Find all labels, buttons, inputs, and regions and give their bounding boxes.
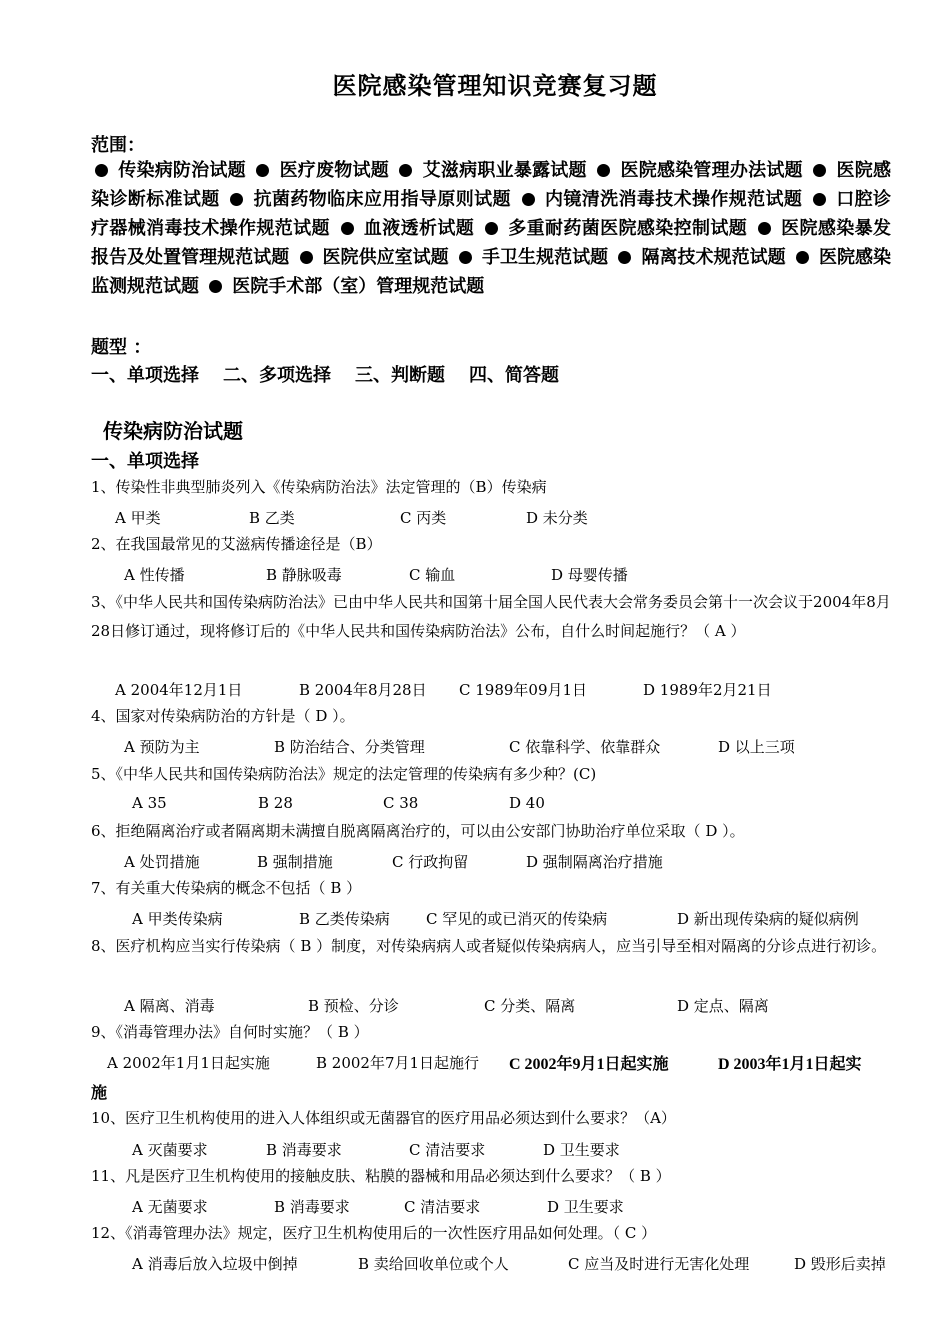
scope-item: 手卫生规范试题	[455, 247, 608, 268]
scope-item: 血液透析试题	[337, 218, 475, 239]
scope-list	[91, 156, 891, 301]
option: B 静脉吸毒	[266, 566, 342, 584]
bullet-icon	[485, 222, 498, 235]
bullet-icon	[796, 251, 809, 264]
option: C 2002年9月1日起实施	[509, 1056, 669, 1073]
option: A 灭菌要求	[132, 1141, 208, 1159]
option: B 卖给回收单位或个人	[358, 1255, 509, 1273]
option: D 2003年1月1日起实	[718, 1056, 862, 1073]
document-title: 医院感染管理知识竞赛复习题	[332, 71, 658, 100]
option: A 性传播	[124, 566, 185, 584]
option: C 清洁要求	[409, 1141, 486, 1159]
option: B 消毒要求	[274, 1198, 350, 1216]
scope-item: 医院感染监测规范试题	[91, 247, 892, 297]
option: D 定点、隔离	[677, 997, 769, 1015]
scope-item: 艾滋病职业暴露试题	[395, 160, 586, 181]
question-text: 2、在我国最常见的艾滋病传播途径是（B）	[91, 535, 382, 553]
bullet-icon	[813, 193, 826, 206]
option: B 防治结合、分类管理	[274, 738, 425, 756]
bullet-icon	[230, 193, 243, 206]
bullet-icon	[597, 164, 610, 177]
bullet-icon	[758, 222, 771, 235]
option: B 乙类传染病	[299, 910, 390, 928]
option: B 强制措施	[257, 853, 333, 871]
scope-item: 内镜清洗消毒技术操作规范试题	[518, 189, 803, 210]
question-text: 6、拒绝隔离治疗或者隔离期未满擅自脱离隔离治疗的，可以由公安部门协助治疗单位采取（ D ）。	[91, 822, 745, 840]
bullet-icon	[209, 280, 222, 293]
option: A 35	[132, 794, 167, 812]
question-types-label: 题型 ：	[91, 337, 152, 358]
question-text: 8、医疗机构应当实行传染病（ B ）制度，对传染病病人或者疑似传染病病人，应当引导至相对隔离的分诊点进行初诊。	[91, 937, 887, 955]
bullet-icon	[399, 164, 412, 177]
option: D 毁形后卖掉	[794, 1255, 886, 1273]
scope-item: 医院手术部（室）管理规范试题	[205, 276, 484, 297]
section-subtitle: 一、单项选择	[91, 451, 199, 472]
option: D 卫生要求	[543, 1141, 620, 1159]
scope-item: 医院感染管理办法试题	[593, 160, 803, 181]
option: C 依靠科学、依靠群众	[509, 738, 661, 756]
scope-item: 医疗废物试题	[252, 160, 389, 181]
scope-item: 医院感染诊断标准试题	[91, 160, 891, 210]
scope-label: 范围：	[91, 135, 145, 156]
bullet-icon	[618, 251, 631, 264]
question-text: 5、《中华人民共和国传染病防治法》规定的法定管理的传染病有多少种？(C)	[91, 765, 597, 783]
question-types-list	[91, 361, 583, 387]
option: A 无菌要求	[132, 1198, 208, 1216]
question-text: 1、传染性非典型肺炎列入《传染病防治法》法定管理的（B）传染病	[91, 478, 547, 496]
question-text: 11、凡是医疗卫生机构使用的接触皮肤、粘膜的器械和用品必须达到什么要求？（ B ）	[91, 1167, 671, 1185]
option: B 乙类	[249, 509, 295, 527]
scope-item: 隔离技术规范试题	[614, 247, 785, 268]
scope-item: 口腔诊疗器械消毒技术操作规范试题	[91, 189, 892, 239]
option: A 甲类	[115, 509, 161, 527]
question-text: 12、《消毒管理办法》规定，医疗卫生机构使用后的一次性医疗用品如何处理。（ C ）	[91, 1224, 657, 1242]
option-continuation: 施	[91, 1085, 108, 1102]
option: D 强制隔离治疗措施	[526, 853, 663, 871]
option: C 38	[383, 794, 419, 812]
bullet-icon	[813, 164, 826, 177]
option: C 输血	[409, 566, 456, 584]
option: D 未分类	[526, 509, 588, 527]
option: A 隔离、消毒	[124, 997, 215, 1015]
bullet-icon	[95, 164, 108, 177]
bullet-icon	[256, 164, 269, 177]
option: B 28	[258, 794, 293, 812]
question-text: 10、医疗卫生机构使用的进入人体组织或无菌器官的医疗用品必须达到什么要求？（A）	[91, 1109, 676, 1127]
scope-item: 医院供应室试题	[296, 247, 449, 268]
option: B 预检、分诊	[308, 997, 399, 1015]
question-type: 三、判断题	[355, 365, 445, 386]
option: C 1989年09月1日	[459, 681, 588, 699]
option: B 2002年7月1日起施行	[316, 1054, 480, 1072]
bullet-icon	[459, 251, 472, 264]
option: D 40	[509, 794, 545, 812]
option: B 消毒要求	[266, 1141, 342, 1159]
option: A 2004年12月1日	[115, 681, 243, 699]
question-text: 7、有关重大传染病的概念不包括（ B ）	[91, 879, 362, 897]
bullet-icon	[300, 251, 313, 264]
option: C 清洁要求	[404, 1198, 481, 1216]
option: D 新出现传染病的疑似病例	[677, 910, 859, 928]
scope-item: 医院感染暴发报告及处置管理规范试题	[91, 218, 892, 268]
question-type: 四、简答题	[469, 365, 559, 386]
option: D 母婴传播	[551, 566, 628, 584]
scope-item: 多重耐药菌医院感染控制试题	[481, 218, 747, 239]
question-text: 3、《中华人民共和国传染病防治法》已由中华人民共和国第十届全国人民代表大会常务委员会第十一次会议于2004年8月28日修订通过，现将修订后的《中华人民共和国传染病防治法》公布，自什么时间起施行？（ A ）	[91, 593, 891, 640]
option: A 预防为主	[124, 738, 200, 756]
option: B 2004年8月28日	[299, 681, 427, 699]
question-text: 4、国家对传染病防治的方针是（ D ）。	[91, 707, 355, 725]
question-text: 9、《消毒管理办法》自何时实施？（ B ）	[91, 1023, 369, 1041]
option: D 卫生要求	[547, 1198, 624, 1216]
option: D 1989年2月21日	[643, 681, 772, 699]
option: C 分类、隔离	[484, 997, 576, 1015]
question-type: 二、多项选择	[223, 365, 331, 386]
option: A 2002年1月1日起实施	[107, 1054, 270, 1072]
option: A 处罚措施	[124, 853, 200, 871]
scope-item: 抗菌药物临床应用指导原则试题	[226, 189, 511, 210]
bullet-icon	[522, 193, 535, 206]
option: A 消毒后放入垃圾中倒掉	[132, 1255, 298, 1273]
scope-item: 传染病防治试题	[91, 160, 246, 181]
option: C 应当及时进行无害化处理	[568, 1255, 750, 1273]
option: A 甲类传染病	[132, 910, 223, 928]
option: C 罕见的或已消灭的传染病	[426, 910, 608, 928]
question-type: 一、单项选择	[91, 365, 199, 386]
option: C 行政拘留	[392, 853, 469, 871]
option: C 丙类	[400, 509, 447, 527]
bullet-icon	[341, 222, 354, 235]
option: D 以上三项	[718, 738, 795, 756]
section-title: 传染病防治试题	[103, 419, 243, 443]
